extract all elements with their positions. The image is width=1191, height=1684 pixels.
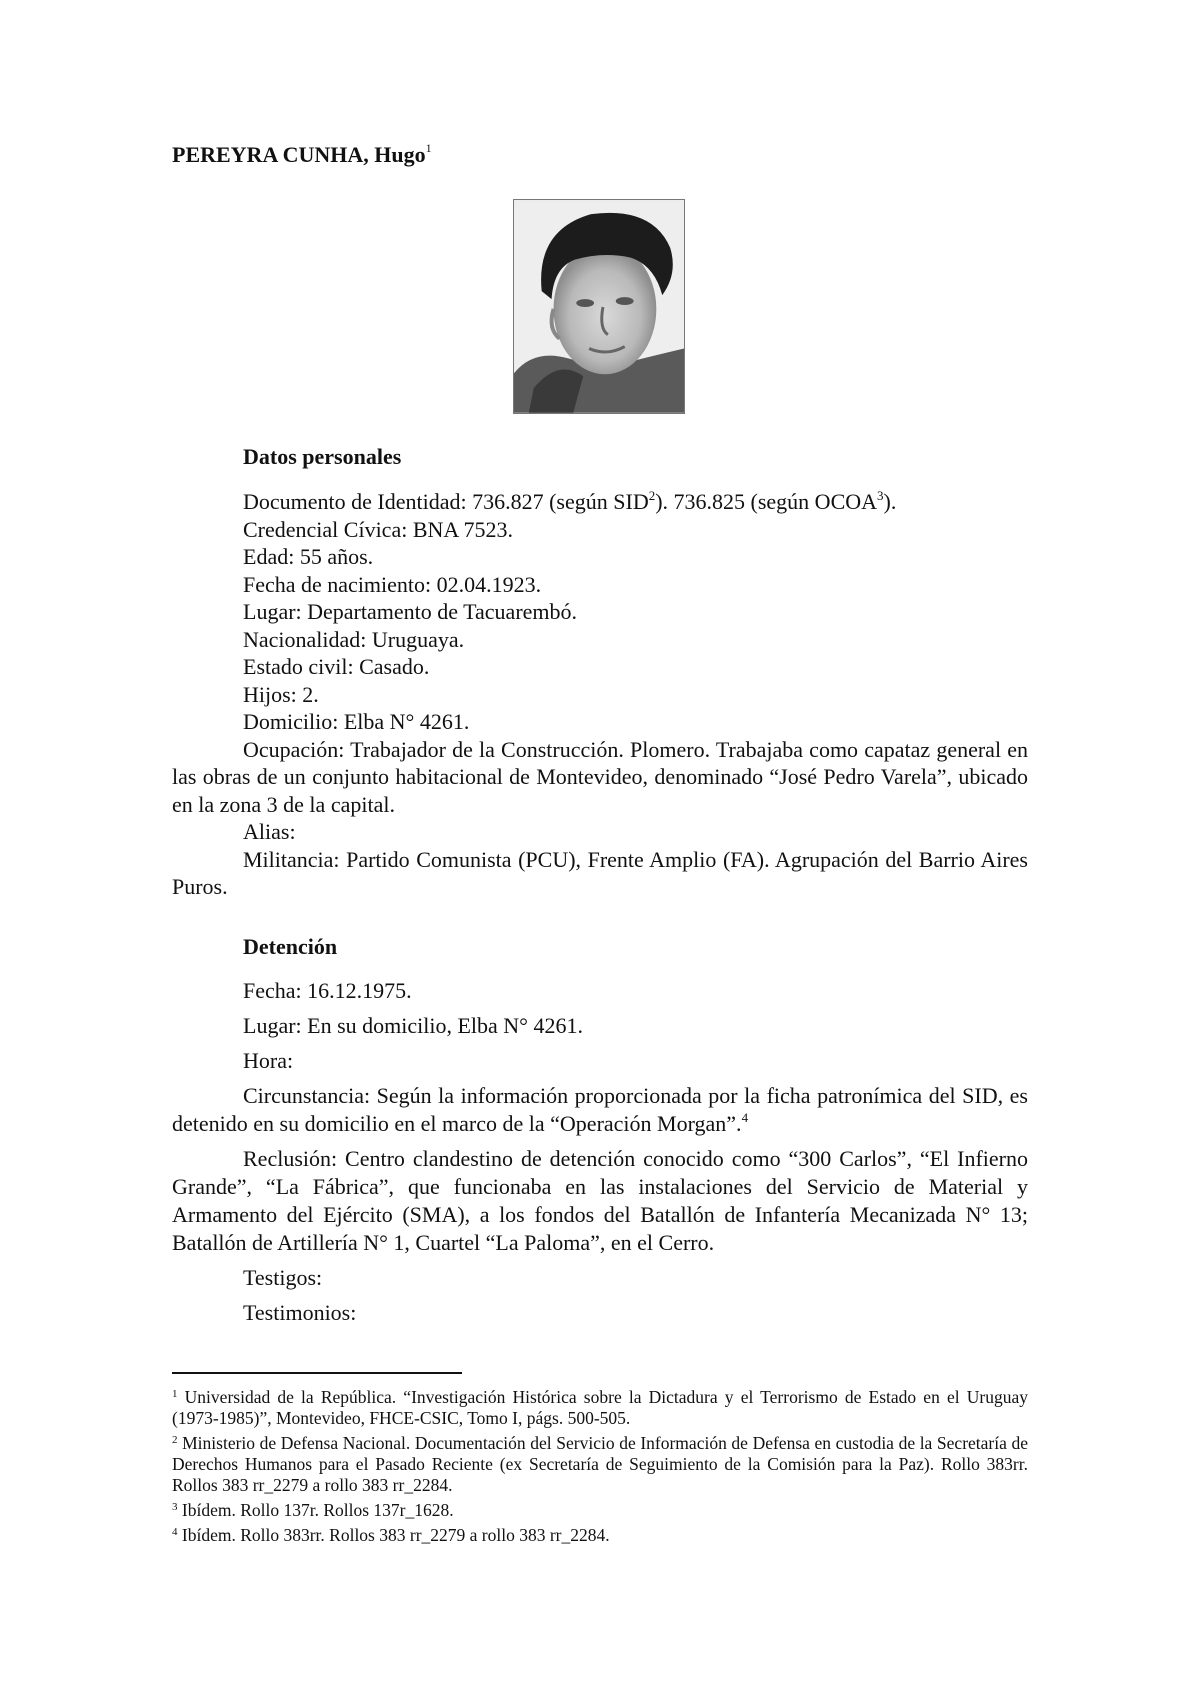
circunstancia-text: Circunstancia: Según la información proporcionada por la ficha patronímica del SID, es detenido en su domicilio en el marco de la “Operación Morgan”.	[172, 1083, 1028, 1136]
footnote-2	[172, 1433, 1028, 1496]
doc-text-a: Documento de Identidad: 736.827 (según SID	[243, 489, 649, 514]
footnote-number: 4	[172, 1526, 178, 1538]
det-lugar-line: Lugar: En su domicilio, Elba N° 4261.	[243, 1013, 583, 1038]
footnote-1	[172, 1387, 1028, 1429]
person-name: PEREYRA CUNHA, Hugo	[172, 142, 426, 167]
doc-text-b: ). 736.825 (según OCOA	[655, 489, 878, 514]
personal-data-block	[172, 488, 1028, 901]
footnote-divider	[172, 1372, 462, 1374]
ocupacion-paragraph: Ocupación: Trabajador de la Construcción. Plomero. Trabajaba como capataz general en las obras de un conjunto habitacional de Montevideo, denominado “José Pedro Varela”, ubicado en la zona 3 de la capital.	[172, 736, 1028, 817]
footnote-ref-1: 1	[425, 141, 432, 155]
det-fecha-line: Fecha: 16.12.1975.	[243, 978, 412, 1003]
alias-line: Alias:	[243, 819, 296, 844]
estado-civil-line: Estado civil: Casado.	[243, 654, 430, 679]
footnote-text: Ibídem. Rollo 383rr. Rollos 383 rr_2279 a rollo 383 rr_2284.	[181, 1525, 610, 1545]
section-heading-detencion: Detención	[243, 934, 338, 959]
footnote-text: Ibídem. Rollo 137r. Rollos 137r_1628.	[181, 1500, 454, 1520]
lugar-line: Lugar: Departamento de Tacuarembó.	[243, 599, 578, 624]
reclusion-paragraph: Reclusión: Centro clandestino de detención conocido como “300 Carlos”, “El Infierno Grande”, “La Fábrica”, que funcionaba en las instalaciones del Servicio de Material y Armamento del Ejército (SMA), a los fondos del Batallón de Infantería Mecanizada N° 13; Batallón de Artillería N° 1, Cuartel “La Paloma”, en el Cerro.	[172, 1146, 1028, 1255]
page-title	[172, 142, 432, 168]
footnotes	[172, 1387, 1028, 1550]
footnote-3	[172, 1500, 1028, 1521]
testimonios-line: Testimonios:	[243, 1300, 357, 1325]
footnote-number: 1	[172, 1388, 178, 1400]
footnote-4	[172, 1525, 1028, 1546]
detention-block	[172, 977, 1028, 1334]
fecha-nac-line: Fecha de nacimiento: 02.04.1923.	[243, 571, 542, 597]
circunstancia-paragraph	[172, 1082, 1028, 1138]
portrait-photo	[513, 199, 685, 414]
edad-line: Edad: 55 años.	[243, 544, 374, 569]
hijos-line: Hijos: 2.	[243, 681, 319, 707]
footnote-number: 3	[172, 1501, 178, 1513]
domicilio-line: Domicilio: Elba N° 4261.	[243, 709, 470, 734]
credencial-line: Credencial Cívica: BNA 7523.	[243, 516, 514, 542]
footnote-ref-3: 3	[877, 488, 884, 503]
portrait-photo-icon	[514, 200, 684, 413]
militancia-paragraph: Militancia: Partido Comunista (PCU), Frente Amplio (FA). Agrupación del Barrio Aires Puros.	[172, 846, 1028, 899]
footnote-ref-2: 2	[648, 488, 656, 503]
nacionalidad-line: Nacionalidad: Uruguaya.	[243, 626, 465, 652]
footnote-text: Universidad de la República. “Investigación Histórica sobre la Dictadura y el Terrorismo de Estado en el Uruguay (1973-1985)”, Montevideo, FHCE-CSIC, Tomo I, págs. 500-505.	[172, 1387, 1029, 1428]
det-hora-line: Hora:	[243, 1048, 294, 1073]
footnote-ref-4: 4	[741, 1110, 749, 1125]
testigos-line: Testigos:	[243, 1265, 323, 1290]
footnote-number: 2	[172, 1434, 178, 1446]
doc-text-c: ).	[883, 489, 897, 514]
section-heading-datos: Datos personales	[243, 444, 402, 469]
doc-line	[172, 488, 1028, 516]
footnote-text: Ministerio de Defensa Nacional. Documentación del Servicio de Información de Defensa en custodia de la Secretaría de Derechos Humanos para el Pasado Reciente (ex Secretaría de Seguimiento de la Comisión para la Paz). Rollo 383rr. Rollos 383 rr_2279 a rollo 383 rr_2284.	[172, 1433, 1029, 1495]
